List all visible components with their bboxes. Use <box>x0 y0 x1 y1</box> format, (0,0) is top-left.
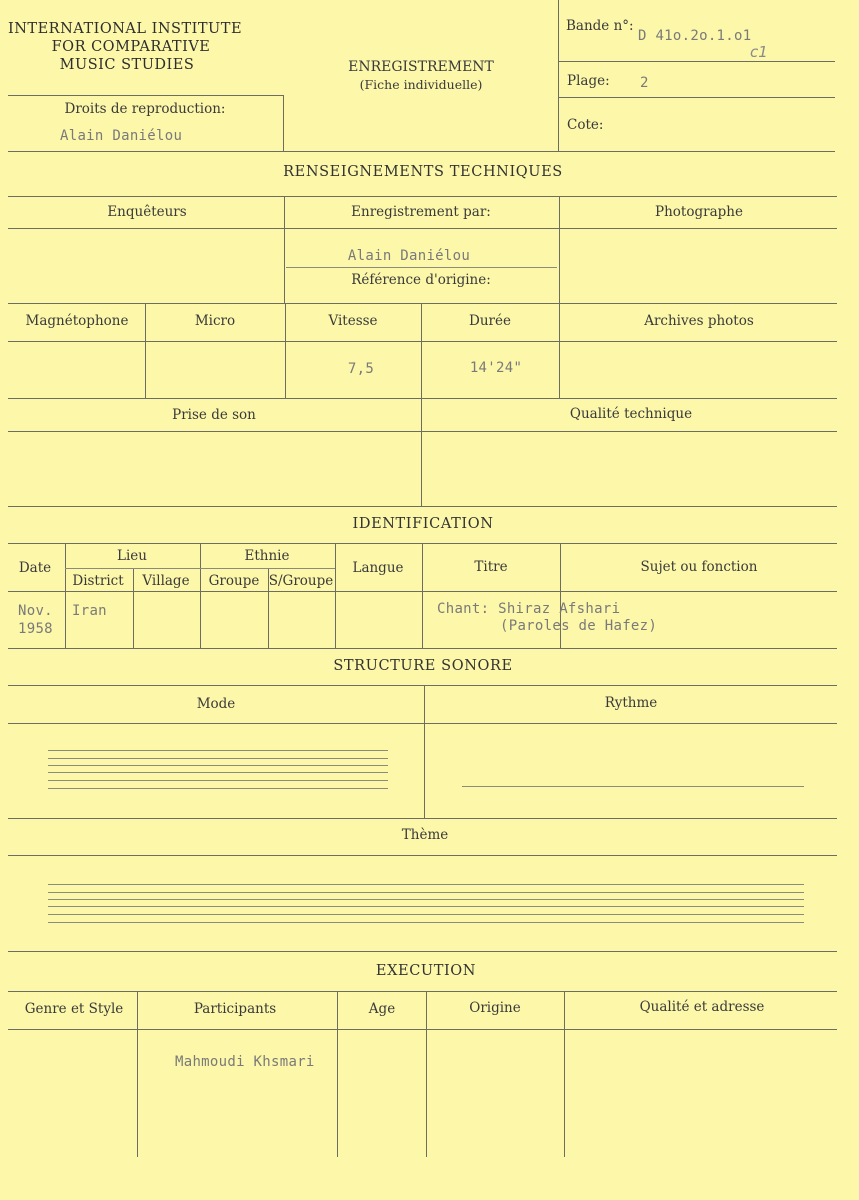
enregistrement-label: Enregistrement par: <box>351 204 491 220</box>
magnetophone-label: Magnétophone <box>25 313 129 329</box>
theme-line-2 <box>48 892 804 893</box>
date-value-line-2: 1958 <box>18 621 53 637</box>
duree-value: 14'24" <box>469 360 523 376</box>
bande-label: Bande n°: <box>566 18 634 34</box>
rythme-label: Rythme <box>604 695 658 711</box>
exec-col-3 <box>426 991 427 1157</box>
tech2-col-3 <box>421 303 422 398</box>
exec-col-2 <box>337 991 338 1157</box>
struct-bottom-line <box>8 818 837 819</box>
theme-line-4 <box>48 906 804 907</box>
theme-line-5 <box>48 914 804 915</box>
vitesse-label: Vitesse <box>328 313 378 329</box>
exec-header-line <box>8 1029 837 1030</box>
tech2-col-2 <box>285 303 286 398</box>
age-label: Age <box>368 1001 396 1017</box>
mode-line-4 <box>48 772 388 773</box>
tech2-col-4 <box>559 303 560 398</box>
titre-label: Titre <box>474 559 508 575</box>
ident-bottom-line <box>8 648 837 649</box>
date-label: Date <box>18 560 52 576</box>
ident-col-district <box>133 568 134 648</box>
sgroupe-label: S/Groupe <box>268 573 334 589</box>
ident-col-ethnie <box>335 543 336 648</box>
enqueteurs-label: Enquêteurs <box>107 204 187 220</box>
micro-label: Micro <box>194 313 236 329</box>
langue-label: Langue <box>352 560 404 576</box>
org-line-3: MUSIC STUDIES <box>59 57 195 73</box>
prise-bottom-line <box>8 506 837 507</box>
titre-value-line-2: (Paroles de Hafez) <box>500 618 658 634</box>
plage-underline <box>558 97 835 98</box>
ident-subheader-line <box>65 568 335 569</box>
theme-line-3 <box>48 899 804 900</box>
tech-title-line <box>8 196 837 197</box>
exec-title-line <box>8 991 837 992</box>
district-value: Iran <box>72 603 107 619</box>
prise-header-line <box>8 431 837 432</box>
rights-value: Alain Daniélou <box>60 128 183 144</box>
mode-line-5 <box>48 780 388 781</box>
theme-line-6 <box>48 922 804 923</box>
enregistrement-value: Alain Daniélou <box>347 248 471 264</box>
ethnie-label: Ethnie <box>244 548 290 564</box>
plage-value: 2 <box>640 75 649 91</box>
plage-label: Plage: <box>567 73 610 89</box>
photographe-label: Photographe <box>655 204 743 220</box>
sujet-label: Sujet ou fonction <box>640 559 758 575</box>
mode-label: Mode <box>196 696 236 712</box>
rights-topline <box>8 95 283 96</box>
page-subtitle: (Fiche individuelle) <box>359 77 483 92</box>
lieu-label: Lieu <box>117 548 147 564</box>
mode-line-3 <box>48 765 388 766</box>
tech-col-line-1 <box>284 196 285 303</box>
rythme-line <box>462 786 804 787</box>
page-title: ENREGISTREMENT <box>348 59 494 75</box>
participant-value: Mahmoudi Khsmari <box>175 1054 315 1070</box>
header-divider <box>558 0 559 152</box>
ident-col-date <box>65 543 66 648</box>
tech-col-line-2 <box>559 196 560 303</box>
vitesse-value: 7,5 <box>347 361 375 377</box>
ident-col-langue <box>422 543 423 648</box>
theme-header-line <box>8 855 837 856</box>
prise-divider <box>421 398 422 506</box>
bande-note: c1 <box>750 43 768 61</box>
enreg-underline <box>286 267 557 268</box>
theme-bottom-line <box>8 951 837 952</box>
tech2-header-line <box>8 341 837 342</box>
origine-label: Origine <box>469 1000 521 1016</box>
archives-label: Archives photos <box>644 313 754 329</box>
bande-value: D 41o.2o.1.o1 <box>638 28 752 44</box>
theme-label: Thème <box>401 827 449 843</box>
qualite-adresse-label: Qualité et adresse <box>639 999 765 1015</box>
struct-title-line <box>8 685 837 686</box>
qualite-label: Qualité technique <box>569 406 693 422</box>
exec-col-4 <box>564 991 565 1157</box>
theme-line-1 <box>48 884 804 885</box>
district-label: District <box>72 573 124 589</box>
struct-divider <box>424 685 425 818</box>
participants-label: Participants <box>193 1001 277 1017</box>
date-value-line-1: Nov. <box>18 603 53 619</box>
cote-label: Cote: <box>567 117 604 133</box>
reference-label: Référence d'origine: <box>351 272 491 288</box>
village-label: Village <box>142 573 190 589</box>
section-title-technique: RENSEIGNEMENTS TECHNIQUES <box>283 164 563 180</box>
rights-label: Droits de reproduction: <box>64 101 226 117</box>
mode-line-1 <box>48 750 388 751</box>
prise-label: Prise de son <box>172 407 256 423</box>
ident-header-line <box>8 591 837 592</box>
bande-underline <box>558 61 835 62</box>
tech-row-line <box>8 303 837 304</box>
ident-col-lieu <box>200 543 201 648</box>
mode-line-6 <box>48 788 388 789</box>
titre-value-line-1: Chant: Shiraz Afshari <box>437 601 621 617</box>
duree-label: Durée <box>469 313 511 329</box>
tech2-col-1 <box>145 303 146 398</box>
org-line-1: INTERNATIONAL INSTITUTE <box>8 21 243 37</box>
genre-label: Genre et Style <box>24 1001 124 1017</box>
tech-header-line <box>8 228 837 229</box>
exec-col-1 <box>137 991 138 1157</box>
org-line-2: FOR COMPARATIVE <box>51 39 211 55</box>
rights-divider <box>283 95 284 151</box>
header-bottom-line <box>8 151 835 152</box>
section-title-execution: EXECUTION <box>375 963 477 979</box>
section-title-identification: IDENTIFICATION <box>352 516 494 532</box>
mode-line-2 <box>48 758 388 759</box>
groupe-label: Groupe <box>208 573 260 589</box>
struct-header-line <box>8 723 837 724</box>
section-title-structure: STRUCTURE SONORE <box>333 658 513 674</box>
tech2-bottom-line <box>8 398 837 399</box>
